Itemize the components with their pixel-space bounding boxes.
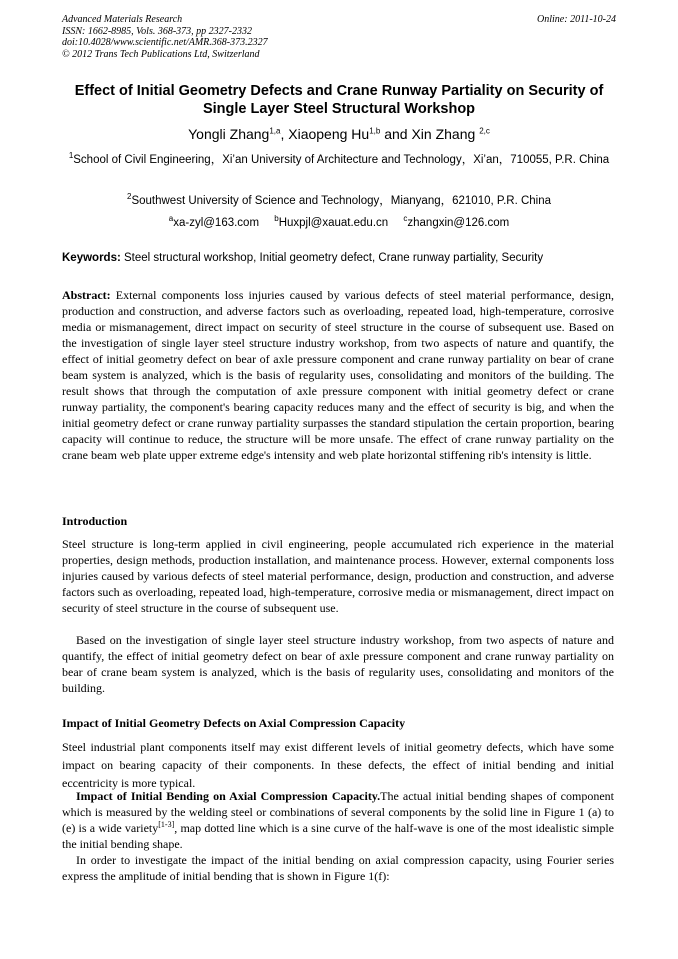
affiliation-2 (62, 193, 616, 210)
paragraph-text: , map dotted line which is a sine curve of the half-wave is one of the most idealistic simple the initial bending shape. (62, 821, 614, 851)
impact-paragraph-1: Steel industrial plant components itself may exist different levels of initial geometry defects, which have some impact on bearing capacity of their components. In these defects, the effect of initial bending and initial eccentricity is more typical. (62, 740, 614, 790)
author-separator: and (380, 126, 412, 142)
online-date: Online: 2011-10-24 (537, 14, 616, 25)
email-mark: c (403, 214, 408, 224)
author-line (62, 125, 616, 143)
affiliation-text: Southwest University of Science and Technology，Mianyang，621010, P.R. China (131, 195, 552, 207)
journal-copyright: © 2012 Trans Tech Publications Ltd, Switzerland (62, 48, 260, 60)
affiliation-1 (62, 152, 616, 169)
author-name: Xin Zhang (411, 126, 480, 142)
email-entry[interactable] (274, 214, 389, 229)
email-line (62, 215, 616, 231)
section-heading-introduction: Introduction (62, 514, 128, 528)
subsection-heading-initial-bending: Impact of Initial Bending on Axial Compression Capacity. (76, 789, 381, 803)
affiliation-text: School of Civil Engineering，Xi’an University of Architecture and Technology，Xi’an，710055, P.R. China (73, 154, 610, 166)
keywords-text: Steel structural workshop, Initial geometry defect, Crane runway partiality, Security (120, 252, 544, 264)
paragraph-text: The actual initial bending shapes of component which is measured by the welding steel or combinations of several components by the solid line in Figure 1 (a) to (e) is a wide variety (62, 789, 614, 835)
keywords-label: Keywords: (62, 252, 121, 264)
author-name: Xiaopeng Hu (288, 126, 370, 142)
introduction-paragraph-1: Steel structure is long-term applied in civil engineering, people accumulated rich experience in the material properties, design methods, production installation, and maintenance process. However, external components loss injuries caused by various defects of steel material performance, design, production and construction, and adverse factors such as overloading, repeated load, high-temperature, corrosive media or mismanagement, direct impact on security of steel structure in the course of subsequent use. (62, 537, 614, 615)
email-address: xa-zyl@163.com (173, 217, 260, 229)
author-separator: , (280, 126, 289, 142)
abstract-label: Abstract: (62, 288, 111, 302)
email-entry[interactable] (403, 214, 510, 229)
author-affil-mark: 1,a (269, 126, 281, 136)
email-address: zhangxin@126.com (407, 217, 510, 229)
impact-paragraph-2 (62, 788, 614, 852)
section-heading-impact: Impact of Initial Geometry Defects on Axial Compression Capacity (62, 716, 406, 730)
author-affil-mark: 1,b (369, 126, 381, 136)
author-affil-mark: 2,c (479, 126, 490, 136)
paper-title: Effect of Initial Geometry Defects and Crane Runway Partiality on Security of Single Layer Steel Structural Workshop (74, 83, 604, 117)
email-mark: a (168, 214, 174, 224)
email-mark: b (274, 214, 279, 224)
keywords (62, 250, 616, 266)
abstract-text: External components loss injuries caused by various defects of steel material performance, design, production and construction, and adverse factors such as overloading, repeated load, high-temperature, corrosive media or mismanagement, direct impact on security of steel structure in the course of subsequent use. Based on the investigation of single layer steel structure industry workshop, from two aspects of nature and quantify, the effect of initial geometry defect on bear of axle pressure component and crane runway partiality on bear of crane beam system is analyzed, which is the basis of regularity uses, consolidating and monitors of the building. The result shows that through the computation of axle pressure component with initial geometry defect or crane runway partiality, the component's bearing capacity reduces many and the effect of security is big, and when the initial geometry defect or crane runway partiality surpasses the standard stipulation the certain proportion, bearing capacity will continue to reduce, the structure will be more unsafe. The effect of crane runway partiality on the crane beam web plate upper extreme edge's intensity and web plate horizontal stiffening rib's intensity is little. (62, 288, 614, 462)
journal-doi[interactable]: doi:10.4028/www.scientific.net/AMR.368-373.2327 (62, 37, 268, 48)
email-address: Huxpjl@xauat.edu.cn (278, 217, 389, 229)
journal-header (62, 14, 482, 60)
citation-ref[interactable]: [1-3] (158, 820, 175, 829)
abstract (62, 287, 614, 463)
author-name: Yongli Zhang (188, 126, 270, 142)
impact-paragraph-3: In order to investigate the impact of the initial bending on axial compression capacity, using Fourier series express the amplitude of initial bending that is shown in Figure 1(f): (62, 853, 614, 883)
affiliation-mark: 1 (68, 151, 74, 161)
introduction-paragraph-2: Based on the investigation of single layer steel structure industry workshop, from two aspects of nature and quantify, the effect of initial geometry defect on bear of axle pressure component and crane runway partiality on bear of crane beam system is analyzed, which is the basis of regularity uses, consolidating and monitors of the building. (62, 633, 614, 695)
affiliation-mark: 2 (126, 192, 132, 202)
email-entry[interactable] (168, 214, 260, 229)
journal-name: Advanced Materials Research (62, 14, 183, 25)
journal-issn: ISSN: 1662-8985, Vols. 368-373, pp 2327-2332 (62, 25, 252, 37)
